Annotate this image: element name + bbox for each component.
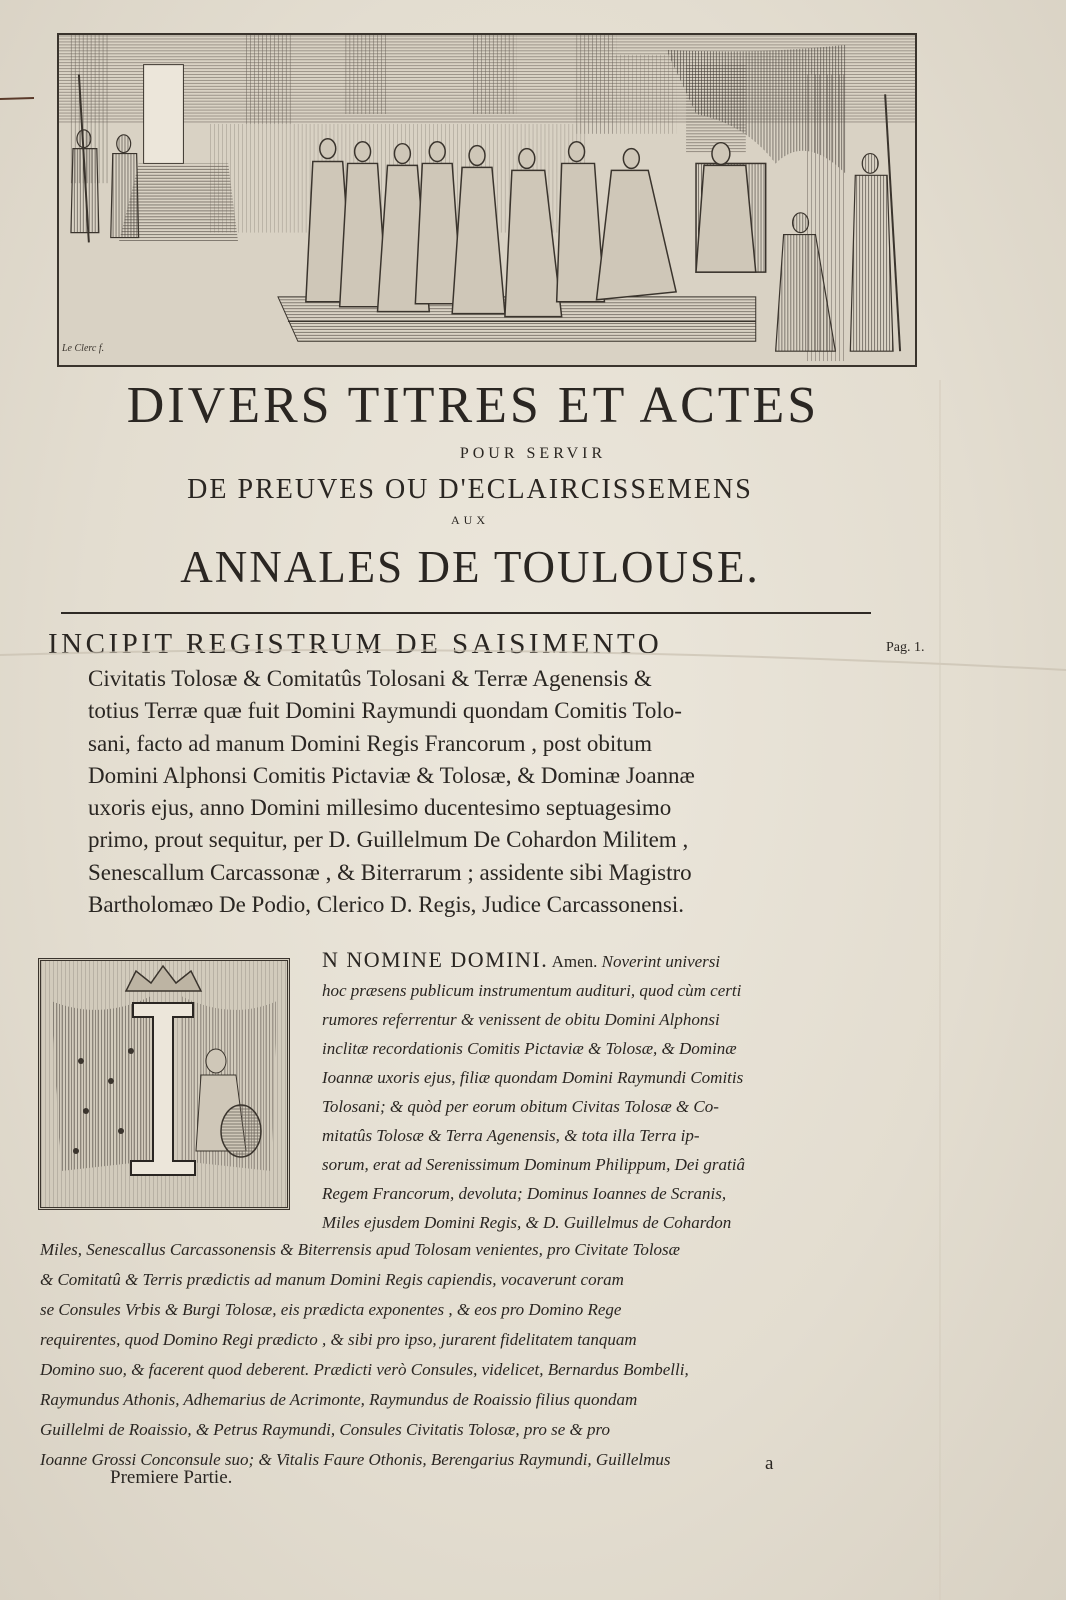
body-line: Miles, Senescallus Carcassonensis & Biterrensis apud Tolosam venientes, pro Civitate Tolosæ [40,1240,681,1259]
body-line: Guillelmi de Roaissio, & Petrus Raymundi, Consules Civitatis Tolosæ, pro se & pro [40,1420,610,1439]
title-preuves: DE PREUVES OU D'ECLAIRCISSEMENS [187,474,753,505]
body-line: Raymundus Athonis, Adhemarius de Acrimonte, Raymundus de Roaissio filius quondam [40,1390,638,1409]
body-line: inclitæ recordationis Comitis Pictaviæ & Tolosæ, & Dominæ [322,1039,737,1058]
body-line: Domino suo, & facerent quod deberent. Prædicti verò Consules, videlicet, Bernardus Bombelli, [40,1360,689,1379]
title-pour-servir: POUR SERVIR [459,445,607,462]
incipit-line: Domini Alphonsi Comitis Pictaviæ & Tolosæ, & Dominæ Joannæ [88,762,695,788]
page-edge-mark [0,96,34,102]
title-rule [61,612,871,614]
body-full-paragraph [40,1235,900,1475]
incipit-line: totius Terræ quæ fuit Domini Raymundi quondam Comitis Tolo- [88,698,682,724]
title-aux: AUX [451,513,489,527]
initial-letter-image [41,961,287,1207]
incipit-line: Senescallum Carcassonæ , & Biterrarum ; assidente sibi Magistro [88,859,692,885]
incipit-line: uxoris ejus, anno Domini millesimo ducentesimo septuagesimo [88,795,672,821]
body-line: Regem Francorum, devoluta; Dominus Ioannes de Scranis, [322,1184,727,1203]
section-footer: Premiere Partie. [110,1467,233,1488]
body-opening-caps: N NOMINE DOMINI. [322,947,549,972]
page-reference: Pag. 1. [886,640,925,655]
incipit-line: Bartholomæo De Podio, Clerico D. Regis, Judice Carcassonensi. [88,892,685,918]
engraver-signature: Le Clerc f. [62,343,105,354]
body-first-line [322,945,892,976]
body-amen: Amen. [551,952,598,971]
body-line: & Comitatû & Terris prædictis ad manum Domini Regis capiendis, vocaverunt coram [40,1270,624,1289]
title-main: DIVERS TITRES ET ACTES [126,377,820,434]
incipit-line: sani, facto ad manum Domini Regis Francorum , post obitum [88,730,653,756]
body-line: sorum, erat ad Serenissimum Dominum Philippum, Dei gratiâ [322,1155,745,1174]
engraving-illustration [57,33,917,367]
body-line: mitatûs Tolosæ & Terra Agenensis, & tota illa Terra ip- [322,1126,700,1145]
body-line: rumores referrentur & venissent de obitu Domini Alphonsi [322,1010,720,1029]
incipit-line: Civitatis Tolosæ & Comitatûs Tolosani & Terræ Agenensis & [88,666,652,691]
body-line: Ioannæ uxoris ejus, filiæ quondam Domini Raymundi Comitis [322,1068,744,1087]
incipit-paragraph [88,663,888,921]
engraving-scene-image [59,35,915,365]
title-annales: ANNALES DE TOULOUSE. [180,542,760,592]
body-line: hoc præsens publicum instrumentum audituri, quod cùm certi [322,981,742,1000]
body-line: Tolosani; & quòd per eorum obitum Civitas Tolosæ & Co- [322,1097,719,1116]
body-line: Ioanne Grossi Conconsule suo; & Vitalis Faure Othonis, Berengarius Raymundi, Guillelmus [40,1450,671,1469]
body-line: Miles ejusdem Domini Regis, & D. Guillelmus de Cohardon [322,1213,732,1232]
decorated-initial-i [38,958,290,1210]
body-first-italic: Noverint universi [601,952,721,971]
signature-mark: a [765,1453,774,1474]
body-lead-paragraph [322,945,892,1237]
body-line: requirentes, quod Domino Regi prædicto , & sibi pro ipso, jurarent fidelitatem tanquam [40,1330,637,1349]
incipit-heading: INCIPIT REGISTRUM DE SAISIMENTO [48,628,663,660]
incipit-line: primo, prout sequitur, per D. Guillelmum De Cohardon Militem , [88,827,689,853]
body-line: se Consules Vrbis & Burgi Tolosæ, eis prædicta exponentes , & eos pro Domino Rege [40,1300,622,1319]
